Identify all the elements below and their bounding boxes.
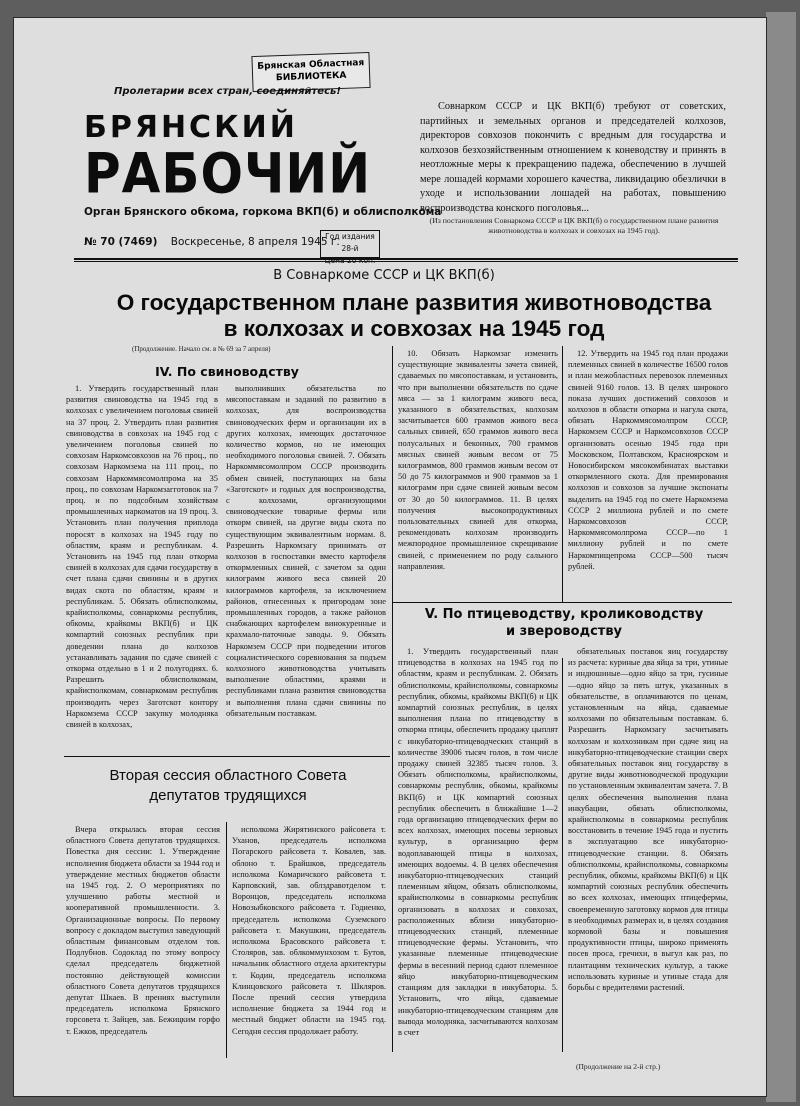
issue-date: Воскресенье, 8 апреля 1945 г. [170, 236, 340, 248]
column-rule [562, 346, 563, 602]
decree-headline-line1: О государственном плане развития животноводства [116, 290, 712, 315]
decree-headline [114, 290, 714, 342]
decree-col1 [66, 383, 218, 753]
continued-footer: (Продолжение на 2-й стр.) [576, 1062, 661, 1071]
continued-note: (Продолжение. Начало см. в № 69 за 7 апреля) [132, 345, 271, 353]
decree-col5-text: 1. Утвердить государственный план птицеводства в колхозах на 1945 год по областям, краям и республикам. 2. Обязать облисполкомы, крайисполкомы, совнаркомы республик, обкомы, крайкомы ВКП(б) и ЦК компартий союзных республик, в целях выполнения плана по птицеводству в откорма птицы, обеспечить продажу цыплят с инкубаторно-птицеводческих станций в количестве 39006 тысяч голов, в том числе продажу свиней 32385 тысяч голов. 3. Обязать облисполкомы, крайисполкомы, совнаркомы республик, обкомы, крайкомы ВКП(б) и ЦК компартий союзных республик обеспечить в ближайшие 1—2 года организацию птицеводческих ферм во всех колхозах, имеющих посевы зерновых культур, в организацию ферм водоплавающей птицы в колхозах, имеющих водоемы. 4. В целях обеспечения инкубаторно-птицеводческих станций племенным яйцом, обязать облисполкомы, крайисполкомы в совнаркомы республик организовать в колхозах и совхозах, расположенных вблизи инкубаторно-птицеводческих станций, племенные птицеводческие фермы. Установить, что указанные племенные птицеводческие фермы в весенний период сдают племенное яйцо инкубаторно-птицеводческим станциям для закладки в инкубаторы. 5. Установить, что яйца, сдаваемые инкубаторно-птицеводческим станциям для вывода молодняка, засчитываются колхозам в счет [398, 647, 558, 1037]
decree-col6-text: обязательных поставок яиц государству из расчета: куриные два яйца за три, утиные и индюшиные—одно яйцо за три, гусиные—одно яйцо за пять штук, указанных в обязательстве, в оплачиваются по ценам, установленным на яйца, сдаваемые колхозами по обязательным поставкам. 6. Разрешить Наркомзагу засчитывать колхозам и колхозникам при сдаче яиц на инкубаторно-птицеводческие станции сверх обязательных поставок яиц государству в другие виды животноводческой продукции по установленным эквивалентам зачета. 7. В целях обеспечения выполнения плана инкубации, обязать облисполкомы, крайисполкомы в совнаркомы республик восстановить в течение 1945 года и пустить в эксплуатацию все инкубаторно-птицеводческие станции. 8. Обязать облисполкомы, крайисполкомы, совнаркомы республик, обкомы, крайкомы ВКП(б) и ЦК компартий союзных республик обеспечить во всех колхозах, имеющих птицефермы, своевременную заготовку кормов для птицы в необходимых размерах и, в целях создания кормовой базы и повышения продуктивности птицы, широко применять посев проса, гречихи, в выгул как раз, по плантациям технических культур, а также использовать куриные и утиные стада для борьбы с вредителями растений. [568, 647, 728, 993]
column-rule [226, 822, 227, 1058]
column-rule [562, 658, 563, 1052]
session-headline-line1: Вторая сессия областного Совета [109, 767, 347, 784]
masthead-subtitle: Орган Брянского обкома, горкома ВКП(б) и облисполкома [84, 206, 442, 218]
column-rule [392, 346, 393, 602]
stamp-line2: БИБЛИОТЕКА [275, 70, 347, 84]
session-col1-text: Вчера открылась вторая сессия областного Совета депутатов трудящихся. Повестка дня сессии: 1. Утверждение исполнения бюджета области за 1944 год и утверждение местных бюджетов области на 1945 год. 2. О мероприятиях по улучшению работы местной и кооперативной промышленности. 3. Организационные вопросы. По первому вопросу с докладом выступил заведующий областным финансовым отделом тов. Подлубнов. Содоклад по этому вопросу сделал председатель бюджетной постоянно действующей комиссии областного Совета депутатов трудящихся депутат Шкаев. В прениях выступили председатель исполкома Брянского горсовета т. Зайцев, зав. Бежицким горфо т. Ежков, председатель [66, 825, 220, 1036]
year-of-publication: Год издания 28-й [325, 232, 375, 253]
masthead-rule-thin [74, 261, 738, 262]
column-rule [392, 602, 393, 1052]
issue-line [84, 236, 340, 248]
decree-col5 [398, 646, 558, 1050]
decree-col3 [398, 348, 558, 598]
newspaper-page [14, 18, 766, 1096]
section-v-line1: V. По птицеводству, кролиководству [424, 607, 704, 622]
session-col1 [66, 824, 220, 1056]
next-page-edge [766, 12, 796, 1102]
session-col2 [232, 824, 386, 1056]
section-rule [64, 756, 390, 757]
section-v-line2: и звероводству [505, 624, 623, 639]
year-price-box [320, 230, 380, 258]
decree-col2 [226, 383, 386, 753]
session-headline-line2: депутатов трудящихся [149, 787, 307, 804]
decree-col3-text: 10. Обязать Наркомзаг изменить существующие эквиваленты зачета свиней, сдаваемых по мясопоставкам, и установить, что при выполнении обязательств по сдаче мяса — за 1 килограмм живого веса, указанного в обязательствах, колхозам засчитывается 600 граммов живого веса сальных свиней, 650 граммов живого веса полусальных и беконных, 700 граммов мясных свиней живым весом от 75 килограммов, 800 граммов живым весом от 50 до 75 килограммов и 900 граммов за 1 килограмм при сдаче свиней живым весом от 30 до 50 килограммов. 11. В целях получения высокопродуктивных пользовательных свиней для откорма, рекомендовать колхозам производить межпородное промышленное скрещивание свиней, с применением по роду сального направления. [398, 349, 558, 571]
stamp-line1: Брянская Областная [257, 58, 365, 72]
session-headline [68, 766, 388, 806]
editorial-quote: Совнарком СССР и ЦК ВКП(б) требуют от советских, партийных и земельных органов и председателей колхозов, директоров совхозов покончить с вредным для государства и колхозов безхозяйственным отношением к коневодству и принять в неотложные меры к прекращению падежа, обеспечению в лучшей мере лошадей кормами хорошего качества, ликвидацию обезлички в уходе и использовании лошадей на работах, повышению воспроизводства конского поголовья... [420, 101, 726, 214]
decree-col4 [568, 348, 728, 598]
masthead-rule [74, 258, 738, 260]
decree-headline-line2: в колхозах и совхозах на 1945 год [223, 316, 605, 341]
masthead-title-line1: БРЯНСКИЙ [84, 110, 298, 145]
section-rule [392, 602, 732, 603]
decree-col4-text: 12. Утвердить на 1945 год план продажи племенных свиней в количестве 16500 голов и план межобластных перевозок племенных свиней 9160 голов. 13. В целях широкого показа лучших достижений совхозов и колхозов в области откорма и нагула скота, обязать Наркоммясомолпром СССР, Наркомзем СССР и Наркомсовхозов СССР организовать осенью 1945 года при Московском, Полтавском, Красноярском и Новосибирском мясокомбинатах выставки откормленного скота. Для премирования колхозов и совхозов за лучшие экспонаты выделить на 1945 год по смете Наркомзема СССР 2 миллиона рублей и по смете Наркомсовхозов СССР, Наркоммясомолпрома СССР—по 1 миллиону рублей и по смете Наркомпищепрома СССР—500 тысяч рублей. [568, 349, 728, 571]
motto: Пролетарии всех стран, соединяйтесь! [114, 86, 341, 97]
section-v-heading [396, 606, 732, 640]
editorial-source-note: (Из постановления Совнаркома СССР и ЦК ВКП(б) о государственном плане развития животноводства в колхозах и совхозах на 1945 год). [429, 216, 719, 235]
masthead-title-line2: РАБОЧИЙ [84, 142, 372, 206]
decree-header: В Совнаркоме СССР и ЦК ВКП(б) [273, 268, 495, 283]
section-iv-heading: IV. По свиноводству [155, 364, 299, 379]
session-col2-text: исполкома Жирятинского райсовета т. Уханов, председатель исполкома Погарского райсовета т. Ковалев, зав. облоно т. Брайшков, председатель исполкома Комаричского райсовета т. Карповский, зав. облздравотделом т. Воронцов, председатель исполкома Новозыбковского райсовета т. Годиенко, председатель исполкома Суземского райсовета т. Макушкин, председатель исполкома Брасовского райсовета т. Столяров, зав. облкоммунхозом т. Бутов, начальник областного отдела архитектуры т. Кодин, председатель исполкома Клинцовского райсовета т. Шкляров. После прений сессия утвердила исполнение бюджета за 1944 год и местный бюджет области на 1945 год. Сегодня сессия продолжает работу. [232, 825, 386, 1036]
decree-col1-text: 1. Утвердить государственный план развития свиноводства на 1945 год в колхозах с увеличением поголовья свиней на 37 проц. 2. Утвердить план развития свиноводства в совхозах на 1945 год с увеличением поголовья свиней по совхозам Наркомсовхозов на 76 проц., по совхозам Наркомзема на 111 проц., по совхозам Наркоммясомолпрома на 35 проц., по совхозам Наркомзагготовок на 7 проц. и по подсобным хозяйствам промышленных наркоматов на 19 проц. 3. Установить план получения приплода поросят в колхозах на 1945 году по областям, краям и республикам. 4. Установить на 1945 год план откорма свиней в колхозах для сдачи государству в счет плана сдачи свинины и в других видах скота по областям, краям и республикам. 5. Обязать облисполкомы, крайисполкомы, совнаркомы республик, обкомы, крайкомы ВКП(б) и ЦК компартий союзных республик при доведении плана до колхозов устанавливать задания по сдаче свиней с откорма отдельно в 1 и 2 полугодиях. 6. Разрешить облисполкомам, крайисполкомам, совнаркомам республик производить через Заготскот контору Наркомзема СССР закупку молодняка свиней в колхозах, [66, 384, 218, 730]
decree-col2-text: выполнивших обязательства по мясопоставкам и заданий по развитию в колхозах, для воспроизводства свиноводческих ферм и организации их в других колхозах, имеющих достаточное количество кормов, но не имеющих необходимого поголовья свиней. 7. Обязать Наркоммясомолпром СССР производить обмен свиней, поступающих на базы «Заготскот» и годных для воспроизводства, с колхозами, организующими свиноводческие товарные фермы или откорм свиней, на другие виды скота по существующим эквивалентным нормам. 8. Разрешить Наркомзагу принимать от колхозов в госпоставки вместо картофеля откормленных свиней, с зачетом за один килограмм живого веса свиней 20 килограммов картофеля, за исключением районов, отнесенных к пригородам зоне промышленных городов, а также районов снабжающих картофелем винокуренные и крахмало-паточные заводы. 9. Обязать Наркомзем СССР при подведении итогов социалистического соревнования за подъем колхозного животноводства учитывать выполнение областями, краями и республиками плана развития свиноводства и выполнения плана сдачи свинины по обязательным поставкам. [226, 384, 386, 718]
decree-col6 [568, 646, 728, 1050]
issue-number: № 70 (7469) [84, 236, 158, 248]
